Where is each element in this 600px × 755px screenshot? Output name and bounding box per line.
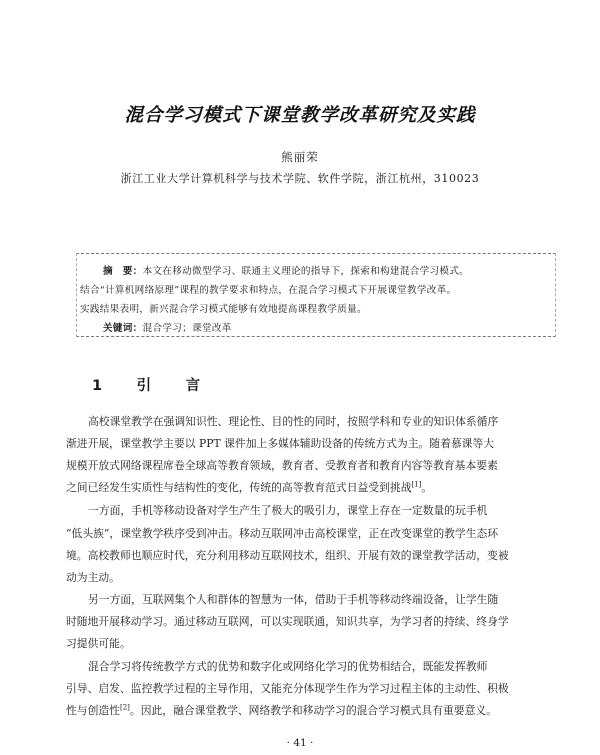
citation: [1] — [411, 480, 422, 489]
body-text: 之间已经发生实质性与结构性的变化，传统的高等教育范式日益受到挑战 — [66, 481, 412, 494]
body-text: 。因此，融合课堂教学、网络教学和移动学习的混合学习模式具有重要意义。 — [129, 704, 497, 717]
body-line: “低头族”，课堂教学秩序受到冲击。移动互联网冲击高校课堂，正在改变课堂的教学生态环 — [66, 527, 499, 540]
body-line: 境。高校教师也顺应时代，充分利用移动互联网技术，组织、开展有效的课堂教学活动，变被 — [66, 549, 509, 562]
page-number: · 41 · — [286, 737, 314, 749]
keywords-text: 混合学习；课堂改革 — [142, 323, 232, 334]
body-line — [66, 703, 497, 718]
body-line: 规模开放式网络课程席卷全球高等教育领域，教育者、受教育者和教育内容等教育基本要素 — [66, 459, 498, 472]
abstract-box — [76, 253, 556, 337]
body-line: 习提供可能。 — [66, 637, 131, 650]
abstract-line-2: 结合“计算机网络原理”课程的教学要求和特点，在混合学习模式下开展课堂教学改革。 — [80, 285, 457, 296]
body-line: 高校课堂教学在强调知识性、理论性、目的性的同时，按照学科和专业的知识体系循序 — [88, 415, 499, 428]
abstract-label: 摘 要： — [103, 266, 143, 277]
paper-title: 混合学习模式下课堂教学改革研究及实践 — [124, 105, 476, 126]
section-heading-introduction: 1 引 言 — [92, 378, 211, 394]
body-line: 另一方面，互联网集个人和群体的智慧为一体，借助于手机等移动终端设备，让学生随 — [88, 593, 499, 606]
body-line: 时随地开展移动学习。通过移动互联网，可以实现联通，知识共享，为学习者的持续、终身学 — [66, 615, 509, 628]
abstract-text-1: 本文在移动微型学习、联通主义理论的指导下，探索和构建混合学习模式。 — [142, 266, 470, 277]
body-line: 混合学习将传统教学方式的优势和数字化或网络化学习的优势相结合，既能发挥教师 — [88, 660, 488, 673]
citation: [2] — [119, 703, 130, 712]
author-name: 熊丽荣 — [281, 150, 319, 164]
keywords-label: 关键词： — [103, 323, 143, 334]
body-line: 一方面，手机等移动设备对学生产生了极大的吸引力，课堂上存在一定数量的玩手机 — [88, 504, 488, 517]
abstract-line-3: 实践结果表明，新兴混合学习模式能够有效地提高课程教学质量。 — [80, 304, 367, 315]
body-text: 。 — [421, 481, 433, 494]
body-text: 性与创造性 — [66, 704, 120, 717]
body-line: 动为主动。 — [66, 571, 120, 584]
abstract-line-1 — [103, 263, 469, 277]
body-line: 渐进开展，课堂教学主要以 PPT 课件加上多媒体辅助设备的传统方式为主。随着慕课等大 — [66, 437, 495, 450]
body-line: 引导、启发、监控教学过程的主导作用，又能充分体现学生作为学习过程主体的主动性、积极 — [66, 682, 509, 695]
keywords-line — [103, 320, 232, 334]
author-affiliation: 浙江工业大学计算机科学与技术学院、软件学院，浙江杭州，310023 — [120, 172, 480, 185]
body-line — [66, 480, 432, 495]
